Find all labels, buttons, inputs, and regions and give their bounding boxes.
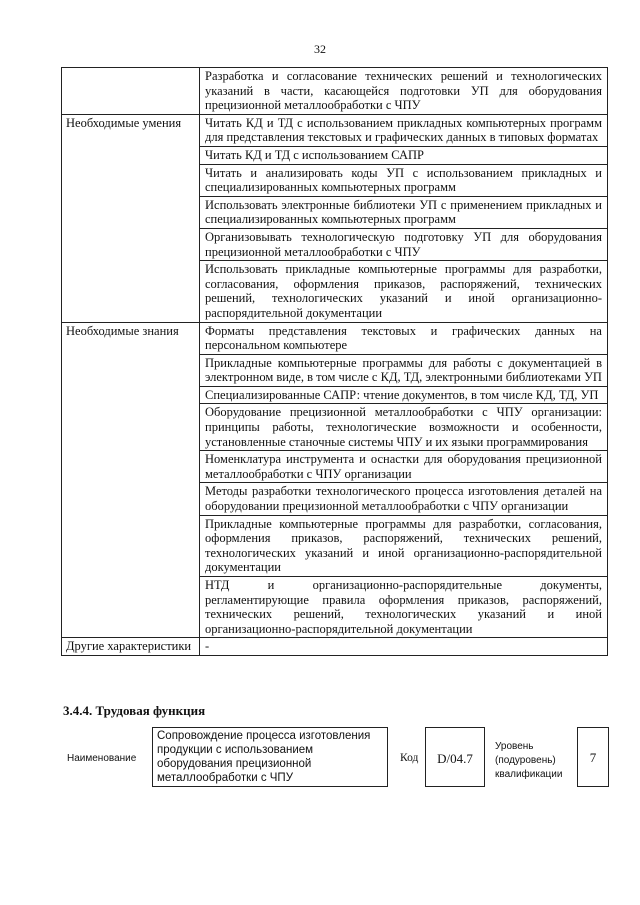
row-item-text: Организовывать технологическую подготовку УП для оборудования прецизионной металлообработки с ЧПУ bbox=[200, 228, 608, 260]
row-item-text: Оборудование прецизионной металлообработки с ЧПУ организации: принципы работы, технологические возможности и особенности, установленные станочные системы ЧПУ и их языки программирования bbox=[200, 404, 608, 451]
row-item-text: Читать КД и ТД с использованием САПР bbox=[200, 146, 608, 164]
row-item-text: Читать и анализировать коды УП с использованием прикладных и специализированных компьютерных программ bbox=[200, 164, 608, 196]
code-label: Код bbox=[400, 752, 419, 764]
row-item-text: Форматы представления текстовых и графических данных на персональном компьютере bbox=[200, 322, 608, 354]
row-label: Необходимые знания bbox=[62, 322, 200, 638]
table-row bbox=[62, 68, 608, 115]
row-label bbox=[62, 68, 200, 115]
row-item-text: Методы разработки технологического процесса изготовления деталей на оборудовании прецизионной металлообработки с ЧПУ организации bbox=[200, 483, 608, 515]
level-label: Уровень (подуровень) квалификации bbox=[495, 741, 563, 780]
row-item-text: Разработка и согласование технических решений и технологических указаний в части, касающейся подготовки УП для оборудования прецизионной металлообработки с ЧПУ bbox=[200, 68, 608, 115]
row-item-text: Читать КД и ТД с использованием прикладных компьютерных программ для представления текстовых и графических данных в типовых форматах bbox=[200, 114, 608, 146]
name-label: Наименование bbox=[67, 753, 137, 764]
section-title: 3.4.4. Трудовая функция bbox=[63, 703, 206, 718]
row-label: Необходимые умения bbox=[62, 114, 200, 322]
table-row bbox=[62, 638, 608, 656]
row-item-text: Использовать прикладные компьютерные программы для разработки, согласования, оформления приказов, распоряжений, технических решений, технологических указаний и иной организационно-распорядительной документации bbox=[200, 261, 608, 322]
row-item-text: Специализированные САПР: чтение документов, в том числе КД, ТД, УП bbox=[200, 386, 608, 404]
page-number: 32 bbox=[314, 42, 326, 56]
row-item-text: НТД и организационно-распорядительные документы, регламентирующие правила оформления приказов, распоряжений, технических решений, технологических указаний и иной организационно-распорядительной документации bbox=[200, 577, 608, 638]
table-row bbox=[62, 114, 608, 146]
row-item-text: Прикладные компьютерные программы для работы с документацией в электронном виде, в том числе с КД, ТД, электронными библиотеками УП bbox=[200, 354, 608, 386]
row-item-text: Использовать электронные библиотеки УП с применением прикладных и специализированных компьютерных программ bbox=[200, 196, 608, 228]
row-item-text: Прикладные компьютерные программы для разработки, согласования, оформления приказов, распоряжений, технических решений, технологических указаний и иной организационно-распорядительной документации bbox=[200, 515, 608, 576]
row-item-text: - bbox=[200, 638, 608, 656]
level-value: 7 bbox=[577, 727, 609, 787]
code-value: D/04.7 bbox=[425, 727, 485, 787]
table-row bbox=[62, 322, 608, 354]
function-name-value: Сопровождение процесса изготовления продукции с использованием оборудования прецизионной металлообработки с ЧПУ bbox=[152, 727, 388, 787]
row-item-text: Номенклатура инструмента и оснастки для оборудования прецизионной металлообработки с ЧПУ организации bbox=[200, 451, 608, 483]
requirements-table bbox=[61, 67, 608, 656]
row-label: Другие характеристики bbox=[62, 638, 200, 656]
